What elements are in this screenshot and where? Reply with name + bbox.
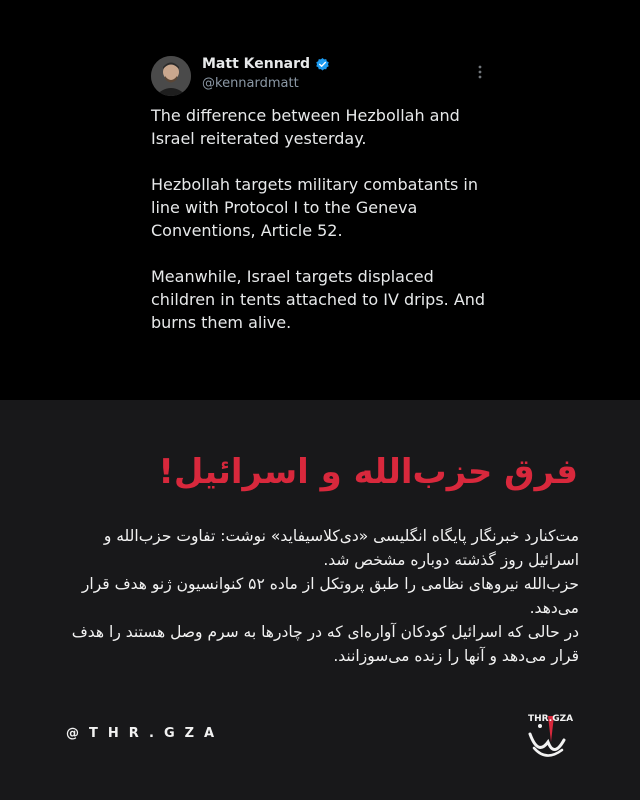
avatar[interactable] bbox=[151, 56, 191, 96]
brand-logo-icon bbox=[524, 712, 574, 762]
more-icon[interactable] bbox=[470, 62, 490, 82]
tweet-paragraph: The difference between Hezbollah and Israel reiterated yesterday. bbox=[151, 106, 460, 148]
social-handle-text: THR.GZA bbox=[89, 726, 225, 741]
brand-logo-text: THR.GZA bbox=[528, 714, 574, 724]
post-paragraph: در حالی که اسرائیل کودکان آواره‌ای که در چادرها به سرم وصل هستند را هدف قرار می‌دهد و آنها را زنده می‌سوزانند. bbox=[71, 623, 579, 665]
post-paragraph: مت‌کنارد خبرنگار پایگاه انگلیسی «دی‌کلاسیفاید» نوشت: تفاوت حزب‌الله و اسرائیل روز گذشته دوباره مشخص شد. bbox=[103, 527, 579, 569]
headline: فرق حزب‌الله و اسرائیل! bbox=[158, 452, 578, 492]
author-name[interactable] bbox=[202, 56, 330, 72]
post-body-text bbox=[64, 524, 579, 668]
social-handle bbox=[66, 726, 224, 741]
verified-badge-icon bbox=[315, 57, 330, 72]
author-handle[interactable]: @kennardmatt bbox=[202, 76, 299, 91]
author-name-text: Matt Kennard bbox=[202, 56, 311, 72]
at-icon: @ bbox=[66, 726, 89, 741]
tweet-paragraph: Meanwhile, Israel targets displaced children in tents attached to IV drips. And burns them alive. bbox=[151, 267, 486, 332]
tweet-text bbox=[151, 104, 491, 357]
tweet-paragraph: Hezbollah targets military combatants in line with Protocol I to the Geneva Conventions, Article 52. bbox=[151, 175, 478, 240]
post-paragraph: حزب‌الله نیروهای نظامی را طبق پروتکل از ماده ۵۲ کنوانسیون ژنو هدف قرار می‌دهد. bbox=[81, 575, 579, 617]
